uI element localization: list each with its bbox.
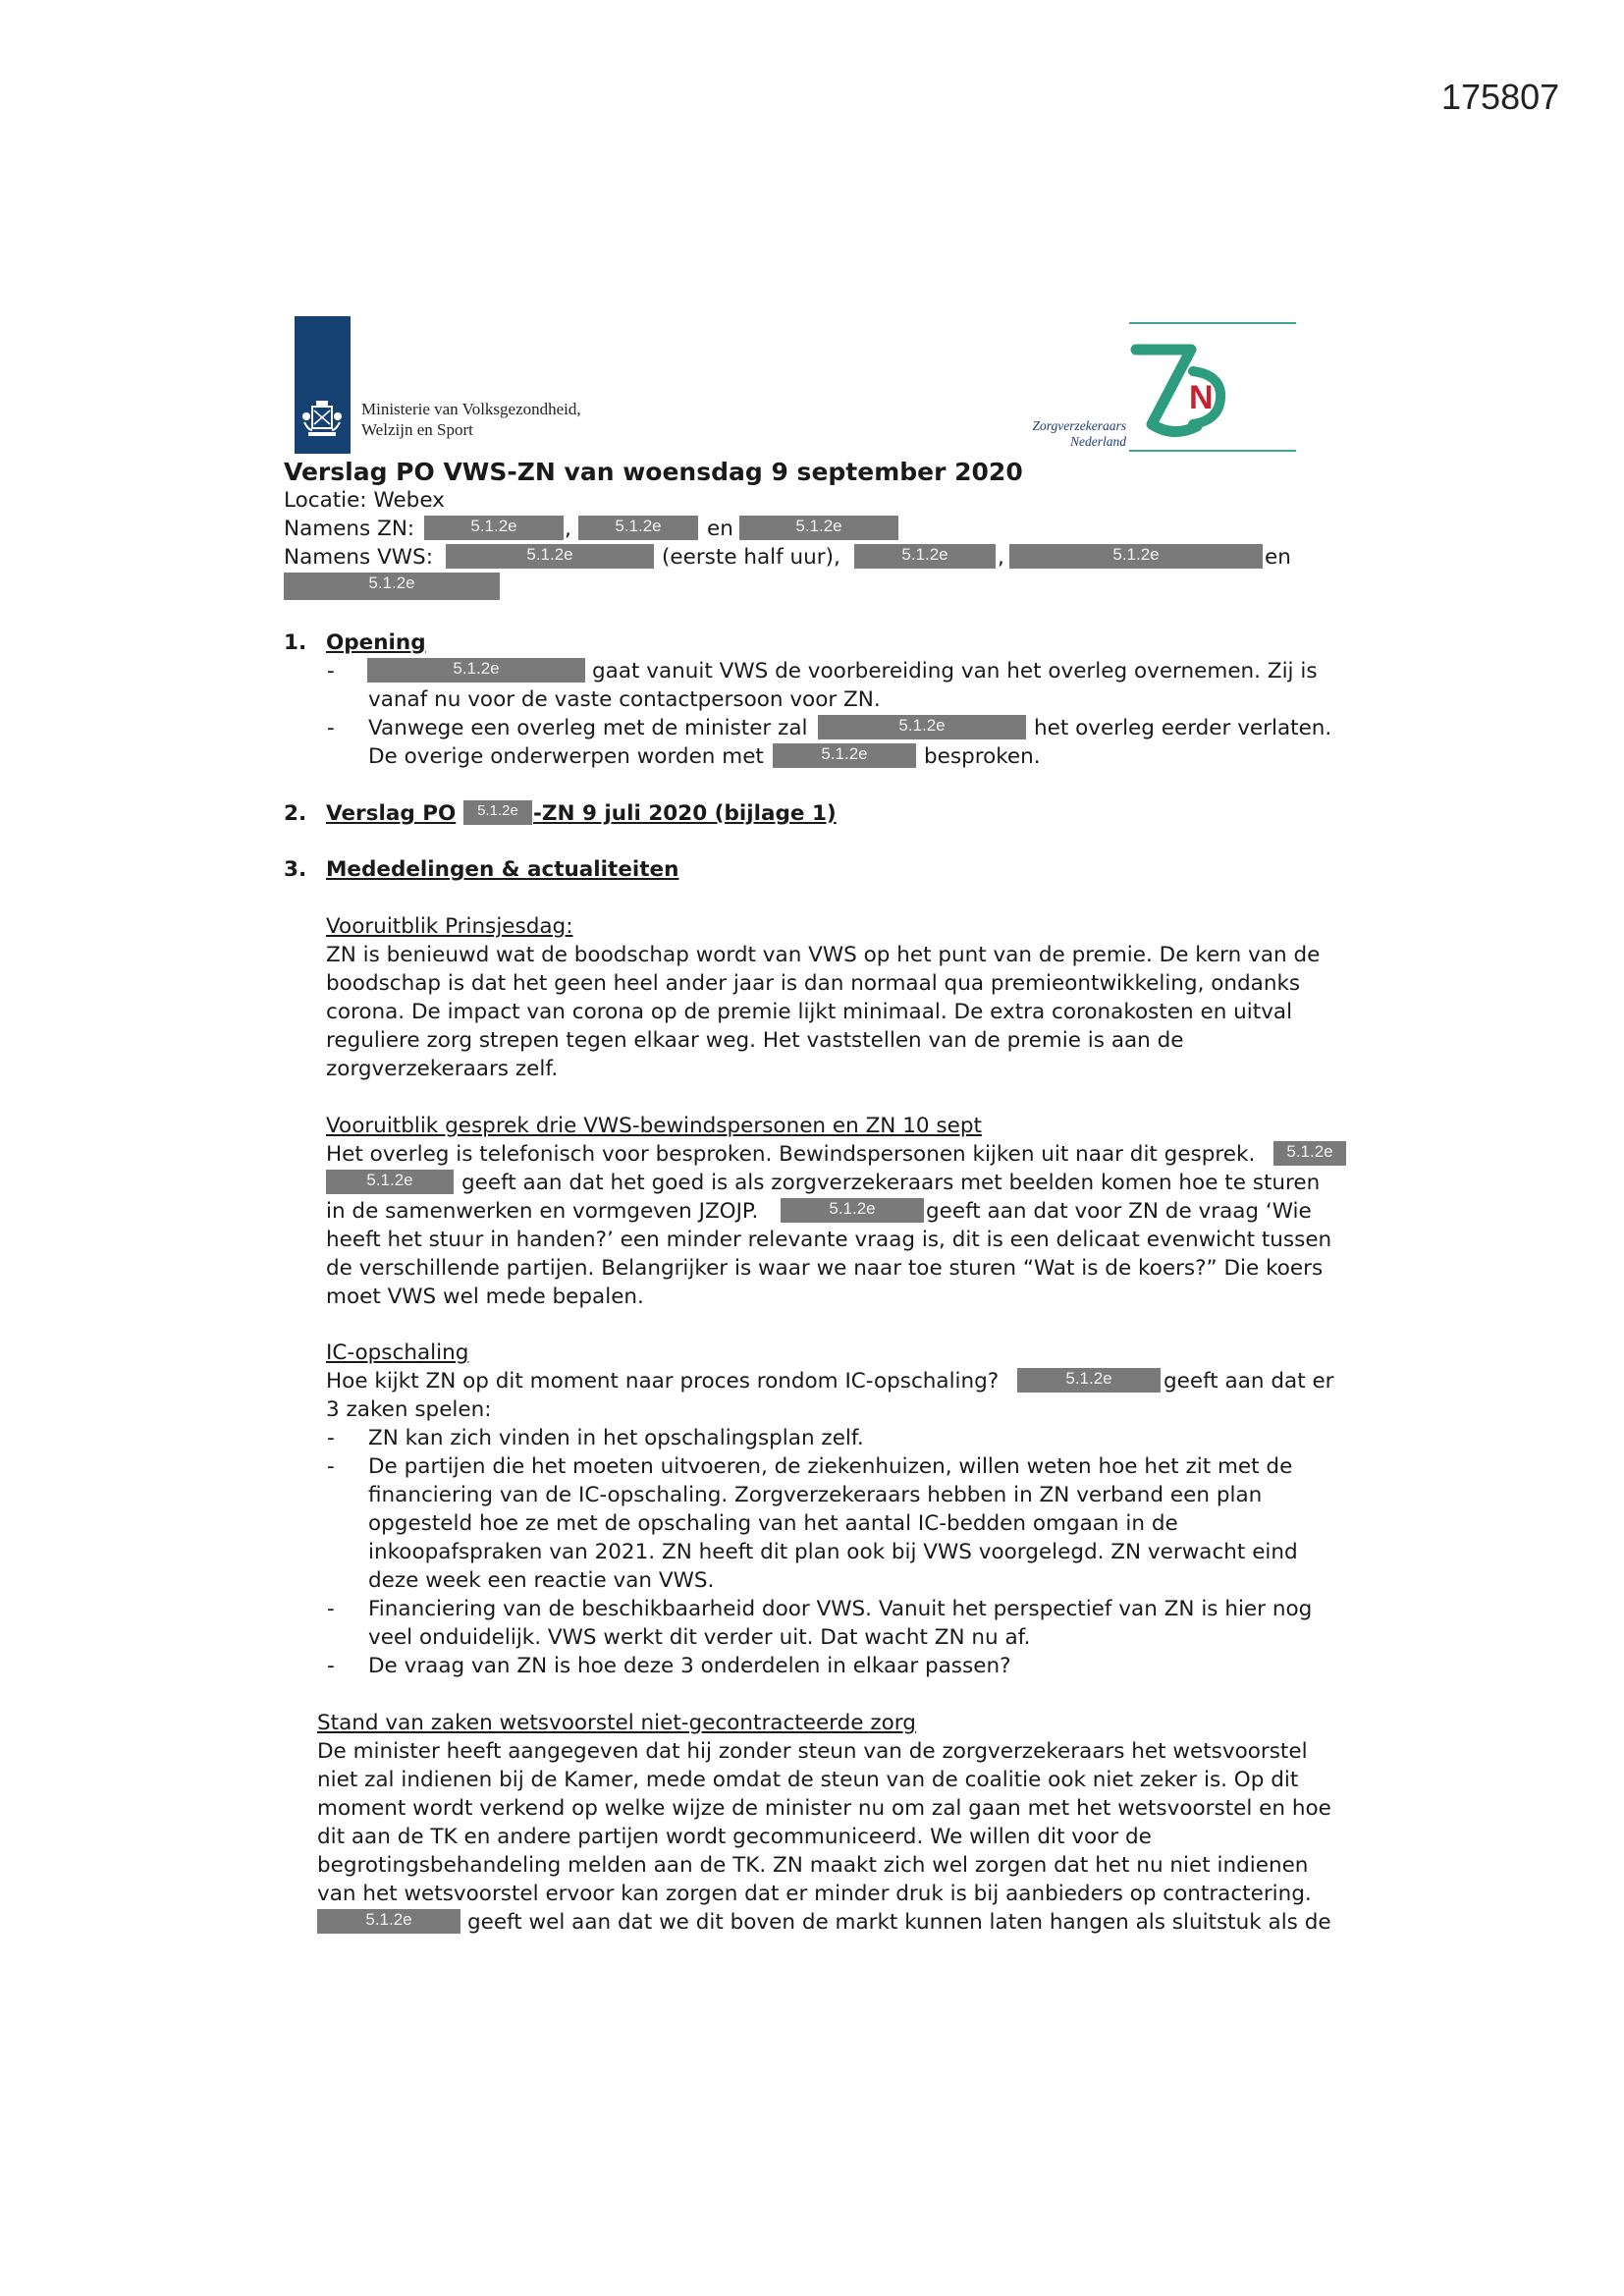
bullet-dash: - bbox=[327, 1454, 335, 1479]
ic-bullet: Financiering van de beschikbaarheid door VWS. Vanuit het perspectief van ZN is hier nog bbox=[368, 1597, 1313, 1621]
ministry-name-line2: Welzijn en Sport bbox=[361, 420, 473, 439]
ic-bullet-cont: deze week een reactie van VWS. bbox=[368, 1568, 715, 1593]
redaction-box: 5.1.2e bbox=[317, 1909, 460, 1934]
comma-separator: , bbox=[998, 545, 1004, 570]
ic-bullet: ZN kan zich vinden in het opschalingsplan zelf. bbox=[368, 1426, 864, 1450]
zn-logo-line-top bbox=[1129, 322, 1296, 324]
page-number: 175807 bbox=[1441, 77, 1560, 117]
locatie-line: Locatie: Webex bbox=[284, 488, 445, 513]
redaction-box: 5.1.2e bbox=[284, 573, 500, 600]
opening-bullet2-text: Vanwege een overleg met de minister zal bbox=[368, 716, 808, 740]
zn-logo-text bbox=[1016, 418, 1126, 450]
document-title: Verslag PO VWS-ZN van woensdag 9 september 2020 bbox=[284, 458, 1023, 486]
wetsvoorstel-heading: Stand van zaken wetsvoorstel niet-gecontracteerde zorg bbox=[317, 1711, 916, 1735]
ministry-logo bbox=[295, 316, 609, 454]
redaction-box: 5.1.2e bbox=[446, 544, 654, 569]
gesprek-heading: Vooruitblik gesprek drie VWS-bewindspersonen en ZN 10 sept bbox=[326, 1114, 982, 1138]
ic-line: 3 zaken spelen: bbox=[326, 1397, 492, 1422]
gesprek-line: moet VWS wel mede bepalen. bbox=[326, 1285, 644, 1309]
wetsvoorstel-line: van het wetsvoorstel ervoor kan zorgen dat er minder druk is bij aanbieders op contractering. bbox=[317, 1882, 1312, 1906]
ministry-name bbox=[361, 399, 581, 440]
zn-logo-line-bottom bbox=[1129, 450, 1296, 452]
zn-logo-text-line1: Zorgverzekeraars bbox=[1032, 418, 1126, 433]
bullet-dash: - bbox=[327, 716, 335, 740]
bullet-dash: - bbox=[327, 1426, 335, 1450]
namens-vws-label: Namens VWS: bbox=[284, 545, 433, 570]
prinsjesdag-line: ZN is benieuwd wat de boodschap wordt van VWS op het punt van de premie. De kern van de bbox=[326, 943, 1321, 967]
ic-line: geeft aan dat er bbox=[1164, 1369, 1334, 1394]
ic-bullet-cont: inkoopafspraken van 2021. ZN heeft dit plan ook bij VWS voorgelegd. ZN verwacht eind bbox=[368, 1540, 1298, 1564]
section-3-title bbox=[326, 855, 678, 884]
section-2-title-part2: -ZN 9 juli 2020 (bijlage 1) bbox=[533, 801, 837, 826]
ic-line: Hoe kijkt ZN op dit moment naar proces rondom IC-opschaling? bbox=[326, 1369, 1000, 1394]
ministry-logo-bar bbox=[295, 316, 351, 454]
opening-bullet2-cont: De overige onderwerpen worden met bbox=[368, 744, 764, 769]
ic-heading: IC-opschaling bbox=[326, 1340, 469, 1365]
wetsvoorstel-line: niet zal indienen bij de Kamer, mede omdat de steun van de coalitie ook niet zeker is. Op dit bbox=[317, 1768, 1299, 1792]
wetsvoorstel-line: begrotingsbehandeling melden aan de TK. ZN maakt zich wel zorgen dat het nu niet indienen bbox=[317, 1853, 1309, 1878]
wetsvoorstel-line: moment wordt verkend op welke wijze de minister nu om zal gaan met het wetsvoorstel en hoe bbox=[317, 1796, 1331, 1821]
gesprek-line: geeft aan dat voor ZN de vraag ‘Wie bbox=[926, 1199, 1312, 1224]
eerste-half-uur-text: (eerste half uur), bbox=[662, 545, 840, 570]
gesprek-line: in de samenwerken en vormgeven JZOJP. bbox=[326, 1199, 759, 1224]
gesprek-line: geeft aan dat het goed is als zorgverzekeraars met beelden komen hoe te sturen bbox=[461, 1171, 1321, 1195]
zn-logo-text-line2: Nederland bbox=[1070, 434, 1126, 449]
section-3-number: 3. bbox=[284, 857, 307, 882]
gesprek-line: heeft het stuur in handen?’ een minder relevante vraag is, dit is een delicaat evenwicht tussen bbox=[326, 1228, 1332, 1252]
en-connector: en bbox=[1265, 545, 1291, 570]
ic-bullet: De vraag van ZN is hoe deze 3 onderdelen in elkaar passen? bbox=[368, 1654, 1011, 1678]
opening-bullet1-text: gaat vanuit VWS de voorbereiding van het overleg overnemen. Zij is bbox=[592, 659, 1318, 683]
redaction-box: 5.1.2e bbox=[1009, 544, 1263, 569]
zn-logo-mark-icon bbox=[1124, 336, 1242, 444]
ministry-name-line1: Ministerie van Volksgezondheid, bbox=[361, 400, 581, 418]
comma-separator: , bbox=[565, 517, 571, 541]
redaction-box: 5.1.2e bbox=[578, 516, 698, 540]
ic-bullet-cont: opgesteld hoe ze met de opschaling van het aantal IC-bedden omgaan in de bbox=[368, 1511, 1178, 1536]
gesprek-line: Het overleg is telefonisch voor besproken. Bewindspersonen kijken uit naar dit gesprek. bbox=[326, 1142, 1256, 1167]
section-2-title-part2-wrap bbox=[533, 799, 837, 828]
en-connector: en bbox=[707, 517, 733, 541]
redaction-box: 5.1.2e bbox=[818, 715, 1026, 739]
prinsjesdag-line: zorgverzekeraars zelf. bbox=[326, 1057, 559, 1081]
redaction-box: 5.1.2e bbox=[367, 658, 585, 683]
section-1-title bbox=[326, 629, 426, 657]
prinsjesdag-heading: Vooruitblik Prinsjesdag: bbox=[326, 914, 573, 939]
redaction-box: 5.1.2e bbox=[326, 1170, 454, 1194]
opening-bullet1-cont: vanaf nu voor de vaste contactpersoon voor ZN. bbox=[368, 687, 881, 712]
section-2-title-part1: Verslag PO bbox=[326, 801, 457, 826]
bullet-dash: - bbox=[327, 659, 335, 683]
ic-bullet: De partijen die het moeten uitvoeren, de ziekenhuizen, willen weten hoe het zit met de bbox=[368, 1454, 1293, 1479]
zn-logo-letter: N bbox=[1189, 379, 1214, 416]
namens-zn-line bbox=[284, 515, 414, 543]
section-3-title-text: Mededelingen & actualiteiten bbox=[326, 857, 679, 882]
prinsjesdag-line: corona. De impact van corona op de premie lijkt minimaal. De extra coronakosten en uitval bbox=[326, 1000, 1293, 1024]
redaction-box: 5.1.2e bbox=[781, 1198, 924, 1223]
bullet-dash: - bbox=[327, 1597, 335, 1621]
opening-bullet2-end: het overleg eerder verlaten. bbox=[1034, 716, 1332, 740]
bullet-dash: - bbox=[327, 1654, 335, 1678]
section-1-title-text: Opening bbox=[326, 630, 426, 655]
namens-zn-label: Namens ZN: bbox=[284, 517, 415, 541]
opening-bullet2-end2: besproken. bbox=[924, 744, 1041, 769]
ic-bullet-cont: veel onduidelijk. VWS werkt dit verder uit. Dat wacht ZN nu af. bbox=[368, 1625, 1031, 1650]
ic-bullet-cont: financiering van de IC-opschaling. Zorgverzekeraars hebben in ZN verband een plan bbox=[368, 1483, 1263, 1507]
redaction-box: 5.1.2e bbox=[1273, 1141, 1346, 1166]
prinsjesdag-line: reguliere zorg strepen tegen elkaar weg. Het vaststellen van de premie is aan de bbox=[326, 1028, 1184, 1053]
redaction-box: 5.1.2e bbox=[424, 516, 564, 540]
zn-logo bbox=[1016, 320, 1301, 454]
wetsvoorstel-line: De minister heeft aangegeven dat hij zonder steun van de zorgverzekeraars het wetsvoorstel bbox=[317, 1739, 1308, 1764]
section-1-number: 1. bbox=[284, 630, 307, 655]
gesprek-line: de verschillende partijen. Belangrijker is waar we naar toe sturen “Wat is de koers?” Die koers bbox=[326, 1256, 1324, 1281]
redaction-box: 5.1.2e bbox=[1017, 1368, 1161, 1393]
redaction-box: 5.1.2e bbox=[773, 743, 916, 768]
redaction-box: 5.1.2e bbox=[854, 544, 996, 569]
section-2-number: 2. bbox=[284, 801, 307, 826]
redaction-box: 5.1.2e bbox=[739, 516, 898, 540]
section-2-title bbox=[326, 799, 456, 828]
wetsvoorstel-line: geeft wel aan dat we dit boven de markt kunnen laten hangen als sluitstuk als de bbox=[467, 1910, 1331, 1935]
wetsvoorstel-line: dit aan de TK en andere partijen wordt gecommuniceerd. We willen dit voor de bbox=[317, 1825, 1152, 1849]
coat-of-arms-icon bbox=[300, 397, 344, 440]
redaction-box: 5.1.2e bbox=[463, 800, 532, 825]
prinsjesdag-line: boodschap is dat het geen heel ander jaar is dan normaal qua premieontwikkeling, ondanks bbox=[326, 971, 1301, 996]
